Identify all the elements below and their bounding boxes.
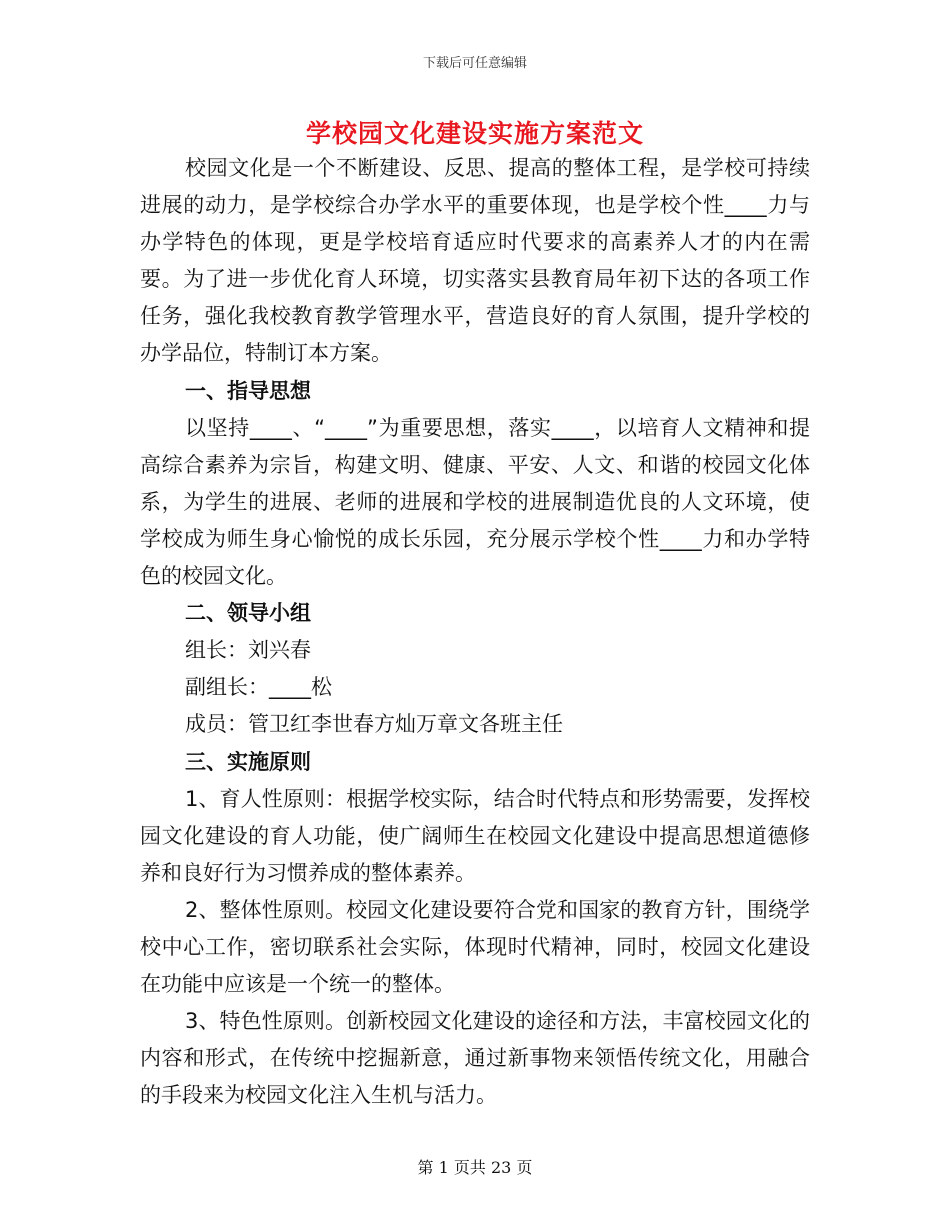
intro-paragraph: 校园文化是一个不断建设、反思、提高的整体工程，是学校可持续进展的动力，是学校综合办学水平的重要体现，也是学校个性____力与办学特色的体现，更是学校培育适应时代要求的高素养人才的内在需要。为了进一步优化育人环境，切实落实县教育局年初下达的各项工作任务，强化我校教育教学管理水平，营造良好的育人氛围，提升学校的办学品位，特制订本方案。: [140, 156, 810, 366]
principle-paragraph-1: 1、育人性原则：根据学校实际，结合时代特点和形势需要，发挥校园文化建设的育人功能，使广阔师生在校园文化建设中提高思想道德修养和良好行为习惯养成的整体素养。: [140, 786, 810, 885]
section-heading-leadership-group: 二、领导小组: [185, 601, 311, 626]
group-leader-line: 组长：刘兴春: [185, 638, 311, 663]
members-line: 成员：管卫红李世春方灿万章文各班主任: [185, 712, 563, 737]
section-heading-guiding-ideology: 一、指导思想: [185, 378, 311, 403]
document-title: 学校园文化建设实施方案范文: [305, 119, 644, 148]
deputy-leader-line: 副组长：____松: [185, 675, 332, 700]
section-heading-principles: 三、实施原则: [185, 749, 311, 774]
principle-paragraph-2: 2、整体性原则。校园文化建设要符合党和国家的教育方针，围绕学校中心工作，密切联系社会实际，体现时代精神，同时，校园文化建设在功能中应该是一个统一的整体。: [140, 897, 810, 997]
header-note: 下载后可任意编辑: [422, 56, 527, 71]
document-body: [140, 150, 810, 1114]
guiding-ideology-paragraph: 以坚持____、“____”为重要思想，落实____，以培育人文精神和提高综合素养为宗旨，构建文明、健康、平安、人文、和谐的校园文化体系，为学生的进展、老师的进展和学校的进展制造优良的人文环境，使学校成为师生身心愉悦的成长乐园，充分展示学校个性____力和办学特色的校园文化。: [140, 415, 810, 589]
page-number-footer: 第 1 页共 23 页: [417, 1158, 533, 1177]
principle-paragraph-3: 3、特色性原则。创新校园文化建设的途径和方法，丰富校园文化的内容和形式，在传统中挖掘新意，通过新事物来领悟传统文化，用融合的手段来为校园文化注入生机与活力。: [140, 1009, 810, 1108]
